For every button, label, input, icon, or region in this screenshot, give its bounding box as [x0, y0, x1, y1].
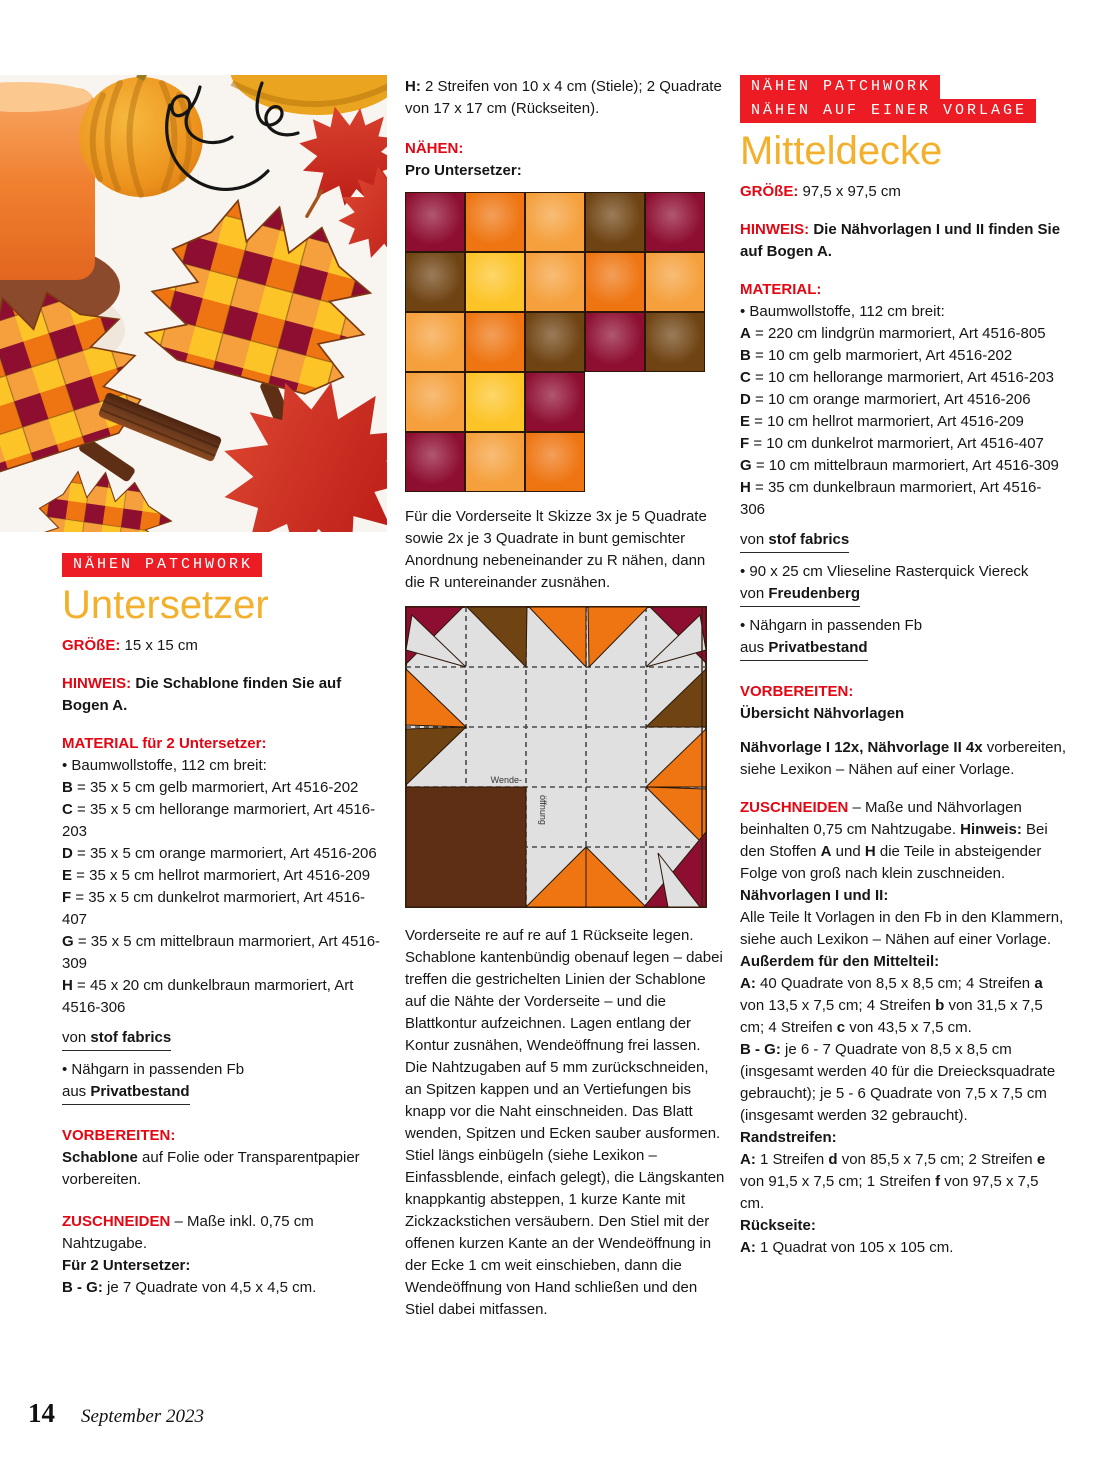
- sewing-heading: NÄHEN:: [405, 140, 464, 157]
- material-item: E = 10 cm hellrot marmoriert, Art 4516-209: [740, 413, 1024, 430]
- material-item: B = 10 cm gelb marmoriert, Art 4516-202: [740, 347, 1013, 364]
- material-item: • Nähgarn in passenden Fb: [740, 617, 923, 634]
- size-line: GRÖßE: 97,5 x 97,5 cm: [740, 183, 901, 200]
- material-item: D = 35 x 5 cm orange marmoriert, Art 4516-206: [62, 845, 377, 862]
- leaf-template-diagram: [405, 606, 707, 908]
- article-title: Mitteldecke: [740, 129, 943, 173]
- section-banner: NÄHEN PATCHWORK: [62, 553, 262, 577]
- hero-photo: [0, 75, 387, 532]
- svg-text:Wende-: Wende-: [490, 775, 522, 785]
- supplier-line: aus Privatbestand: [62, 1081, 388, 1105]
- prepare-heading: VORBEREITEN:: [740, 683, 854, 700]
- cutting-item: B - G: je 7 Quadrate von 4,5 x 4,5 cm.: [62, 1279, 317, 1296]
- prepare-text: Schablone auf Folie oder Transparentpapier vorbereiten.: [62, 1149, 360, 1188]
- supplier-line: von stof fabrics: [740, 529, 1066, 553]
- article-untersetzer: [62, 553, 388, 1299]
- page-number: 14: [28, 1398, 55, 1428]
- material-item: • 90 x 25 cm Vlieseline Rasterquick Viereck: [740, 563, 1029, 580]
- material-item: D = 10 cm orange marmoriert, Art 4516-206: [740, 391, 1031, 408]
- cutting-subhead: Außerdem für den Mittelteil:: [740, 953, 940, 970]
- svg-text:öffnung: öffnung: [538, 795, 548, 825]
- material-item: C = 10 cm hellorange marmoriert, Art 4516-203: [740, 369, 1054, 386]
- supplier-line: aus Privatbestand: [740, 637, 1066, 661]
- material-heading: MATERIAL:: [740, 281, 822, 298]
- sewing-subhead: Pro Untersetzer:: [405, 162, 522, 179]
- article-middle-column: [405, 76, 727, 1321]
- material-item: F = 35 x 5 cm dunkelrot marmoriert, Art 4516-407: [62, 889, 366, 928]
- material-item: E = 35 x 5 cm hellrot marmoriert, Art 4516-209: [62, 867, 371, 884]
- hero-photo-illustration: [0, 75, 387, 532]
- cutting-subhead: Nähvorlagen I und II:: [740, 887, 889, 904]
- sewing-text: Für die Vorderseite lt Skizze 3x je 5 Quadrate sowie 2x je 3 Quadrate in bunt gemischter Anordnung nebeneinander zu R nähen, dann die R untereinander zusnähen.: [405, 508, 707, 591]
- section-banner-row: [740, 75, 1066, 99]
- cutting-text: ZUSCHNEIDEN – Maße inkl. 0,75 cm Nahtzugabe.: [62, 1213, 314, 1252]
- prepare-heading: VORBEREITEN:: [62, 1127, 176, 1144]
- material-item: F = 10 cm dunkelrot marmoriert, Art 4516-407: [740, 435, 1044, 452]
- supplier-line: von Freudenberg: [740, 583, 1066, 607]
- article-title: Untersetzer: [62, 583, 269, 627]
- cutting-subhead: Randstreifen:: [740, 1129, 837, 1146]
- cutting-text: Alle Teile lt Vorlagen in den Fb in den Klammern, siehe auch Lexikon – Nähen auf einer Vorlage.: [740, 909, 1064, 948]
- sewing-text: Vorderseite re auf re auf 1 Rückseite legen. Schablone kantenbündig obenauf legen – dabei treffen die gestrichelten Linien der Schablone auf die Nähte der Vorderseite – und die Blattkontur aufzeichnen. Lagen entlang der Kontur zusnähen, Wendeöffnung frei lassen. Die Nahtzugaben auf 5 mm zurückschneiden, an Spitzen kappen und an Vertiefungen bis knapp vor die Naht einschneiden. Das Blatt wenden, Spitzen und Ecken sauber ausformen. Stiel längs einbügeln (siehe Lexikon – Einfassblende, einfach gelegt), die Längskanten knappkantig absteppen, 1 kurze Kante mit Zickzackstichen versäubern. Den Stiel mit der offenen kurzen Kante an der Wendeöffnung in der Ecke 1 cm weit einschieben, dann die Wendeöffnung von Hand schließen und den Stiel dabei mitfassen.: [405, 927, 725, 1318]
- size-line: GRÖßE: 15 x 15 cm: [62, 637, 198, 654]
- cutting-item: A: 1 Quadrat von 105 x 105 cm.: [740, 1239, 954, 1256]
- material-item: • Nähgarn in passenden Fb: [62, 1061, 245, 1078]
- template-diagram: [405, 606, 727, 913]
- cutting-subhead: Für 2 Untersetzer:: [62, 1257, 191, 1274]
- supplier-line: von stof fabrics: [62, 1027, 388, 1051]
- material-item: A = 220 cm lindgrün marmoriert, Art 4516-805: [740, 325, 1046, 342]
- material-intro: • Baumwollstoffe, 112 cm breit:: [62, 757, 267, 774]
- section-banner-row: [62, 553, 388, 577]
- page-footer: [28, 1398, 204, 1429]
- article-mitteldecke: [740, 75, 1066, 1259]
- material-item: H = 45 x 20 cm dunkelbraun marmoriert, Art 4516-306: [62, 977, 354, 1016]
- material-item: B = 35 x 5 cm gelb marmoriert, Art 4516-202: [62, 779, 359, 796]
- material-item: C = 35 x 5 cm hellorange marmoriert, Art 4516-203: [62, 801, 376, 840]
- section-banner-row: [740, 99, 1066, 123]
- cutting-text: ZUSCHNEIDEN – Maße und Nähvorlagen beinhalten 0,75 cm Nahtzugabe. Hinweis: Bei den Stoffen A und H die Teile in absteigender Folge von groß nach klein zuschneiden.: [740, 799, 1048, 882]
- cutting-item: A: 40 Quadrate von 8,5 x 8,5 cm; 4 Streifen a von 13,5 x 7,5 cm; 4 Streifen b von 31,5 x 7,5 cm; 4 Streifen c von 43,5 x 7,5 cm.: [740, 975, 1043, 1036]
- patchwork-diagram: [405, 192, 707, 494]
- prepare-subhead: Übersicht Nähvorlagen: [740, 705, 905, 722]
- issue-label: September 2023: [81, 1406, 204, 1427]
- material-item: G = 35 x 5 cm mittelbraun marmoriert, Art 4516-309: [62, 933, 381, 972]
- prepare-text: Nähvorlage I 12x, Nähvorlage II 4x vorbereiten, siehe Lexikon – Nähen auf einer Vorlage.: [740, 739, 1066, 778]
- material-item: H = 35 cm dunkelbraun marmoriert, Art 4516-306: [740, 479, 1042, 518]
- cutting-item: B - G: je 6 - 7 Quadrate von 8,5 x 8,5 cm (insgesamt werden 40 für die Dreiecksquadrate gebraucht); je 5 - 6 Quadrate von 7,5 x 7,5 cm (insgesamt werden 32 gebraucht).: [740, 1041, 1056, 1124]
- section-banner: NÄHEN PATCHWORK: [740, 75, 940, 99]
- section-banner: NÄHEN AUF EINER VORLAGE: [740, 99, 1036, 123]
- material-heading: MATERIAL für 2 Untersetzer:: [62, 735, 267, 752]
- cutting-item: A: 1 Streifen d von 85,5 x 7,5 cm; 2 Streifen e von 91,5 x 7,5 cm; 1 Streifen f von 97,5 x 7,5 cm.: [740, 1151, 1046, 1212]
- material-item: G = 10 cm mittelbraun marmoriert, Art 4516-309: [740, 457, 1059, 474]
- hint-line: HINWEIS: Die Schablone finden Sie auf Bogen A.: [62, 675, 342, 714]
- cutting-subhead: Rückseite:: [740, 1217, 816, 1234]
- material-intro: • Baumwollstoffe, 112 cm breit:: [740, 303, 945, 320]
- hint-line: HINWEIS: Die Nähvorlagen I und II finden Sie auf Bogen A.: [740, 221, 1061, 260]
- cutting-item: H: 2 Streifen von 10 x 4 cm (Stiele); 2 Quadrate von 17 x 17 cm (Rückseiten).: [405, 78, 722, 117]
